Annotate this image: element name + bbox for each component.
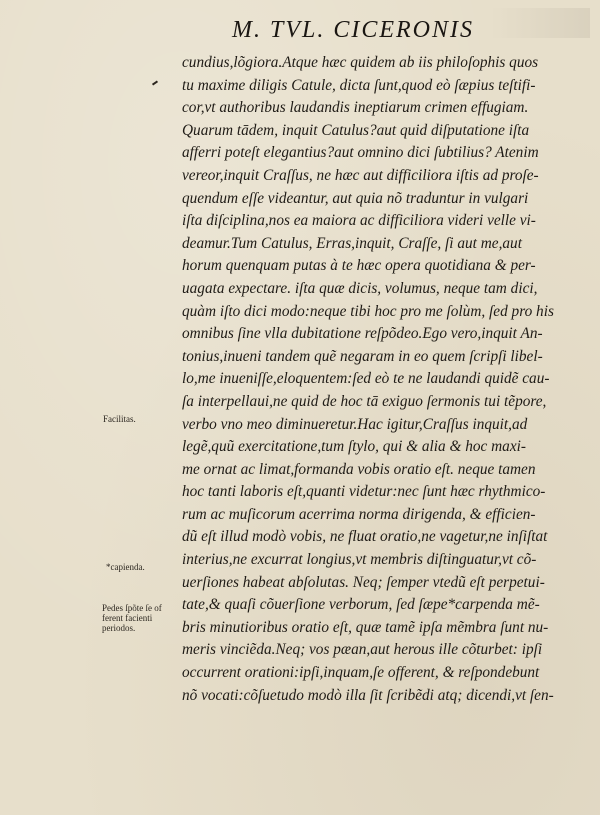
text-line: iſta diſciplina,nos ea maiora ac difficiliora videri velle vi-: [182, 212, 536, 230]
margin-note-capienda: [106, 562, 186, 572]
text-line: meris vinciẽda.Neq; vos pæan,aut herous ille cõturbet: ipſi: [182, 641, 543, 659]
text-line: horum quenquam putas à te hæc opera quotidiana & per-: [182, 257, 536, 275]
text-line: occurrent orationi:ipſi,inquam,ſe offerent, & reſpondebunt: [182, 664, 540, 682]
text-line: lo,me inueniſſe,eloquentem:ſed eò te ne laudandi quidẽ cau-: [182, 370, 550, 388]
margin-note-line: Pedes ſpõte ſe of: [102, 603, 162, 613]
printer-mark-icon: [152, 80, 158, 85]
text-line: uerſiones habeat abſolutas. Neq; ſemper vtedũ eſt perpetui-: [182, 573, 545, 591]
text-line: me ornat ac limat,formanda vobis oratio eſt. neque tamen: [182, 460, 536, 478]
text-line: omnibus ſine vlla dubitatione reſpõdeo.Ego vero,inquit An-: [182, 325, 543, 343]
running-title: M. TVL. CICERONIS: [232, 17, 475, 43]
text-line: tu maxime diligis Catule, dicta ſunt,quod eò ſæpius teſtifi-: [182, 76, 536, 94]
margin-note-line: ferent facienti: [102, 613, 153, 623]
text-line: cor,vt authoribus laudandis ineptiarum crimen effugiam.: [182, 99, 529, 117]
text-line: rum ac muſicorum acerrima norma dirigenda, & efficien-: [182, 505, 536, 523]
text-line: vereor,inquit Craſſus, ne hæc aut difficiliora iſtis ad proſe-: [182, 166, 539, 184]
text-line: deamur.Tum Catulus, Erras,inquit, Craſſe, ſi aut me,aut: [182, 234, 522, 252]
text-line: quàm iſto dici modo:neque tibi hoc pro me ſolùm, ſed pro his: [182, 302, 554, 320]
margin-note-text: Facilitas.: [103, 414, 136, 424]
text-line: Quarum tādem, inquit Catulus?aut quid diſputatione iſta: [182, 121, 530, 139]
text-line: tate,& quaſi cõuerſione verborum, ſed ſæpe*carpenda mẽ-: [182, 596, 540, 614]
text-line: interius,ne excurrat longius,vt membris diſtinguatur,vt cõ-: [182, 551, 537, 569]
margin-note-facilitas: [103, 414, 183, 424]
text-line: uagata expectare. iſta quæ dicis, volumus, neque tam dici,: [182, 279, 538, 297]
text-line: legẽ,quũ exercitatione,tum ſtylo, qui & alia & hoc maxi-: [182, 438, 526, 456]
margin-note-line: periodos.: [102, 623, 136, 633]
text-line: verbo vno meo diminueretur.Hac igitur,Craſſus inquit,ad: [182, 415, 528, 433]
text-line: afferri poteſt elegantius?aut omnino dici ſubtilius? Atenim: [182, 144, 539, 162]
text-line: ſa interpellaui,ne quid de hoc tā exiguo ſermonis tui tẽpore,: [182, 392, 547, 410]
text-line: quendum eſſe videantur, aut quia nõ traduntur in vulgari: [182, 189, 529, 207]
margin-note-text: *capienda.: [106, 562, 145, 572]
text-line: tonius,inueni tandem quẽ negaram in eo quem ſcripſi libel-: [182, 347, 543, 365]
text-line: nõ vocati:cõſuetudo modò illa ſit ſcribẽdi atq; dicendi,vt ſen-: [182, 686, 554, 704]
main-text-block: [182, 52, 572, 707]
margin-note-pedes: [102, 603, 182, 633]
text-line: hoc tanti laboris eſt,quanti videtur:nec ſunt hæc rhythmico-: [182, 483, 546, 501]
text-line: cundius,lõgiora.Atque hæc quidem ab iis philoſophis quos: [182, 54, 539, 71]
page-bleed-shadow: [490, 8, 590, 38]
text-line: dũ eſt illud modò vobis, ne fluat oratio,ne vagetur,ne inſiſtat: [182, 528, 548, 546]
text-line: bris minutioribus oratio eſt, quæ tamẽ ipſa mẽmbra ſunt nu-: [182, 618, 549, 636]
